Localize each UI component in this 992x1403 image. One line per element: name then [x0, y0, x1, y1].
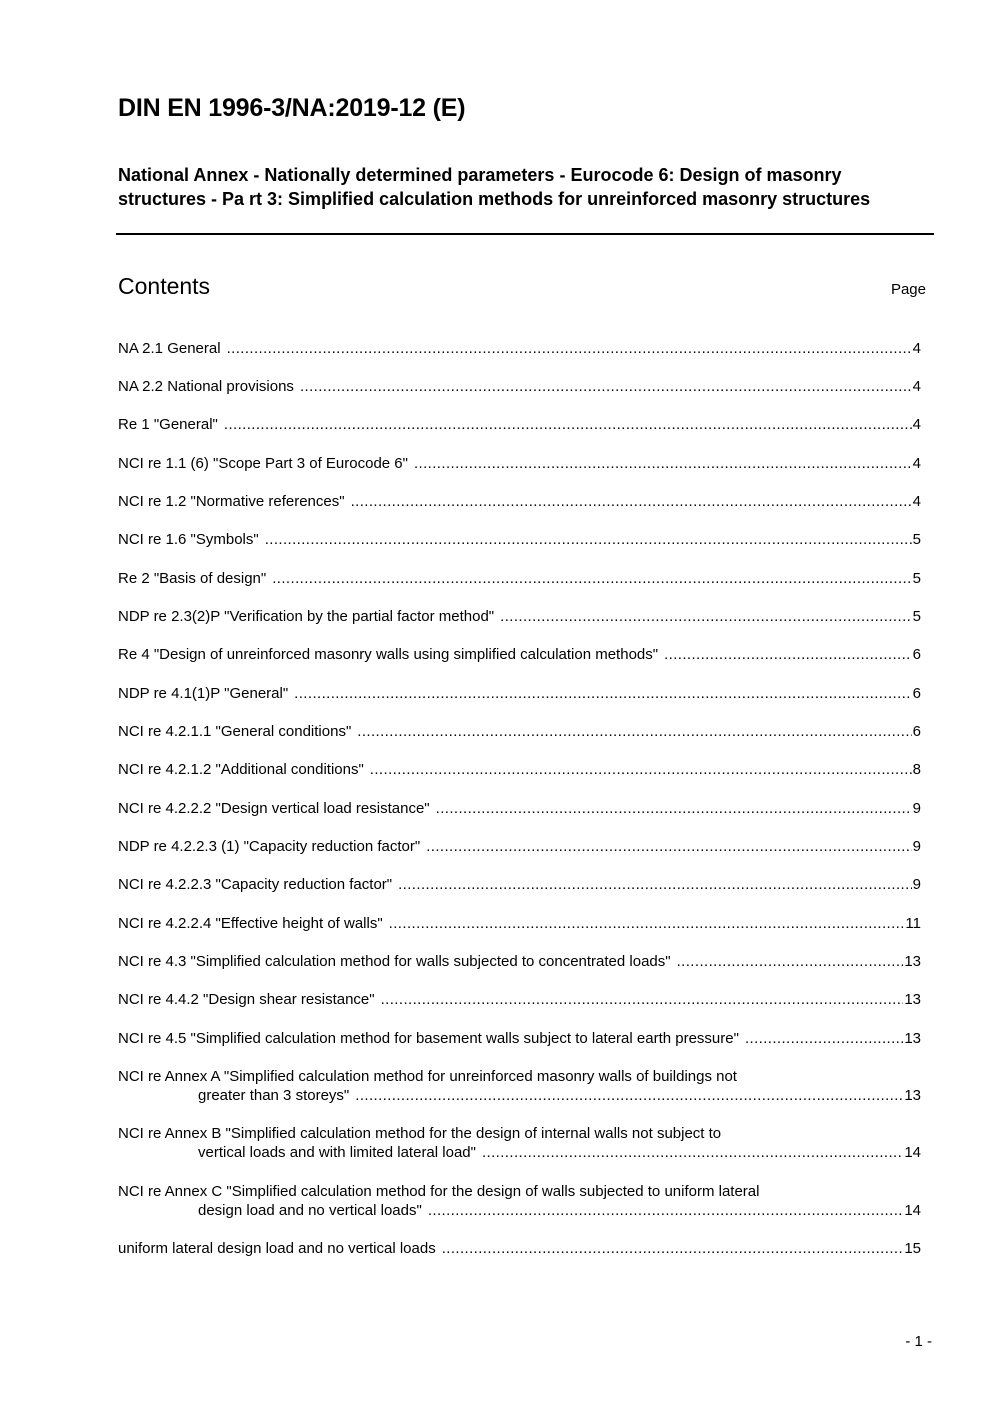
toc-entry[interactable] [118, 914, 921, 933]
toc-leader [500, 607, 912, 626]
footer-page-number: - 1 - [905, 1333, 932, 1350]
toc-entry-page: 8 [912, 761, 921, 778]
document-title: DIN EN 1996-3/NA:2019-12 (E) [118, 94, 466, 122]
toc-leader [357, 722, 911, 741]
toc-leader [426, 837, 911, 856]
toc-entry[interactable] [118, 415, 921, 434]
toc-leader [398, 875, 912, 894]
contents-heading: Contents [118, 273, 211, 299]
toc-leader [370, 760, 912, 779]
toc-entry-page: 5 [912, 608, 921, 625]
toc-entry-text: NDP re 2.3(2)P "Verification by the partial factor method" [118, 608, 495, 625]
toc-entry[interactable] [118, 760, 921, 779]
toc-entry[interactable] [118, 837, 921, 856]
toc-entry-page: 5 [912, 531, 921, 548]
toc-entry-text-line1: NCI re Annex A "Simplified calculation method for unreinforced masonry walls of buildings not [118, 1068, 737, 1085]
toc-entry-page: 4 [912, 416, 921, 433]
toc-leader [381, 990, 904, 1009]
toc-entry-page: 15 [904, 1240, 921, 1257]
toc-entry-page: 9 [912, 838, 921, 855]
toc-leader [351, 492, 912, 511]
toc-entry-text: NCI re 1.6 "Symbols" [118, 531, 259, 548]
toc-entry-text: Re 1 "General" [118, 416, 218, 433]
toc-entry[interactable] [118, 799, 921, 818]
toc-entry-page: 13 [904, 953, 921, 970]
toc-leader [442, 1239, 904, 1258]
toc-entry[interactable] [118, 1029, 921, 1048]
toc-leader [300, 377, 912, 396]
toc-entry[interactable] [118, 684, 921, 703]
toc-entry[interactable] [118, 722, 921, 741]
toc-entry-text: NCI re 4.2.1.2 "Additional conditions" [118, 761, 364, 778]
title-divider [116, 233, 934, 235]
toc-leader [436, 799, 912, 818]
toc-leader [677, 952, 904, 971]
toc-entry-text: uniform lateral design load and no vertical loads [118, 1240, 436, 1257]
toc-entry-text-line1: NCI re Annex B "Simplified calculation method for the design of internal walls not subject to [118, 1125, 722, 1142]
toc-entry-page: 13 [904, 991, 921, 1008]
toc-entry-page: 5 [912, 570, 921, 587]
toc-entry[interactable] [118, 339, 921, 358]
toc-entry[interactable] [118, 952, 921, 971]
toc-entry[interactable] [118, 1182, 921, 1221]
toc-entry-text: NCI re 4.3 "Simplified calculation method for walls subjected to concentrated loads" [118, 953, 671, 970]
toc-entry-text: NCI re 1.2 "Normative references" [118, 493, 345, 510]
toc-entry[interactable] [118, 454, 921, 473]
toc-entry-page: 9 [912, 876, 921, 893]
toc-leader [482, 1143, 903, 1162]
toc-entry-page: 6 [912, 685, 921, 702]
toc-entry-text: NCI re 4.2.2.3 "Capacity reduction factor" [118, 876, 393, 893]
toc-entry-page: 13 [904, 1030, 921, 1047]
toc-leader [224, 415, 912, 434]
toc-entry-page: 13 [904, 1087, 921, 1105]
toc-entry-page: 4 [912, 455, 921, 472]
toc-leader [428, 1201, 904, 1220]
toc-entry-text: NCI re 4.2.1.1 "General conditions" [118, 723, 352, 740]
toc-entry-page: 9 [912, 800, 921, 817]
toc-entry[interactable] [118, 1067, 921, 1106]
toc-entry-text: NCI re 4.2.2.2 "Design vertical load resistance" [118, 800, 430, 817]
page-column-label: Page [890, 281, 926, 298]
toc-entry-page: 6 [912, 723, 921, 740]
toc-leader [272, 569, 911, 588]
toc-entry-text: NA 2.1 General [118, 340, 221, 357]
toc-leader [294, 684, 911, 703]
toc-entry-text: NCI re 4.4.2 "Design shear resistance" [118, 991, 375, 1008]
toc-entry-text: NDP re 4.2.2.3 (1) "Capacity reduction factor" [118, 838, 421, 855]
toc-leader [265, 530, 912, 549]
toc-entry[interactable] [118, 990, 921, 1009]
toc-leader [227, 339, 912, 358]
toc-entry-page: 14 [904, 1202, 921, 1220]
toc-entry[interactable] [118, 607, 921, 626]
toc-entry[interactable] [118, 569, 921, 588]
toc-entry-text: NCI re 4.2.2.4 "Effective height of walls" [118, 915, 383, 932]
toc-leader [664, 645, 912, 664]
toc-entry-text: NCI re 4.5 "Simplified calculation method for basement walls subject to lateral earth pressure" [118, 1030, 739, 1047]
toc-leader [745, 1029, 903, 1048]
toc-entry-text-line2: vertical loads and with limited lateral load" [198, 1144, 476, 1162]
toc-entry[interactable] [118, 875, 921, 894]
toc-entry[interactable] [118, 1124, 921, 1163]
toc-entry-page: 4 [912, 340, 921, 357]
toc-entry-text: NCI re 1.1 (6) "Scope Part 3 of Eurocode 6" [118, 455, 408, 472]
toc-entry-page: 11 [905, 915, 921, 932]
toc-leader [355, 1086, 903, 1105]
toc-entry-text: NDP re 4.1(1)P "General" [118, 685, 289, 702]
toc-entry[interactable] [118, 492, 921, 511]
toc-entry-text: Re 2 "Basis of design" [118, 570, 267, 587]
toc-entry-page: 14 [904, 1144, 921, 1162]
toc-entry-page: 4 [912, 493, 921, 510]
toc-entry-text-line1: NCI re Annex C "Simplified calculation method for the design of walls subjected to uniform lateral [118, 1183, 760, 1200]
toc-entry-text-line2: design load and no vertical loads" [198, 1202, 422, 1220]
toc-entry-page: 4 [912, 378, 921, 395]
toc-entry-text: NA 2.2 National provisions [118, 378, 294, 395]
toc-entry[interactable] [118, 530, 921, 549]
toc-entry-text-line2: greater than 3 storeys" [198, 1087, 350, 1105]
toc-leader [414, 454, 912, 473]
toc-entry[interactable] [118, 645, 921, 664]
toc-entry-page: 6 [912, 646, 921, 663]
document-subtitle: National Annex - Nationally determined parameters - Eurocode 6: Design of masonry structures - Pa rt 3: Simplified calculation methods for unreinforced masonry structures [118, 165, 871, 209]
toc-entry-text: Re 4 "Design of unreinforced masonry walls using simplified calculation methods" [118, 646, 659, 663]
toc-entry[interactable] [118, 1239, 921, 1258]
toc-entry[interactable] [118, 377, 921, 396]
toc-leader [389, 914, 905, 933]
